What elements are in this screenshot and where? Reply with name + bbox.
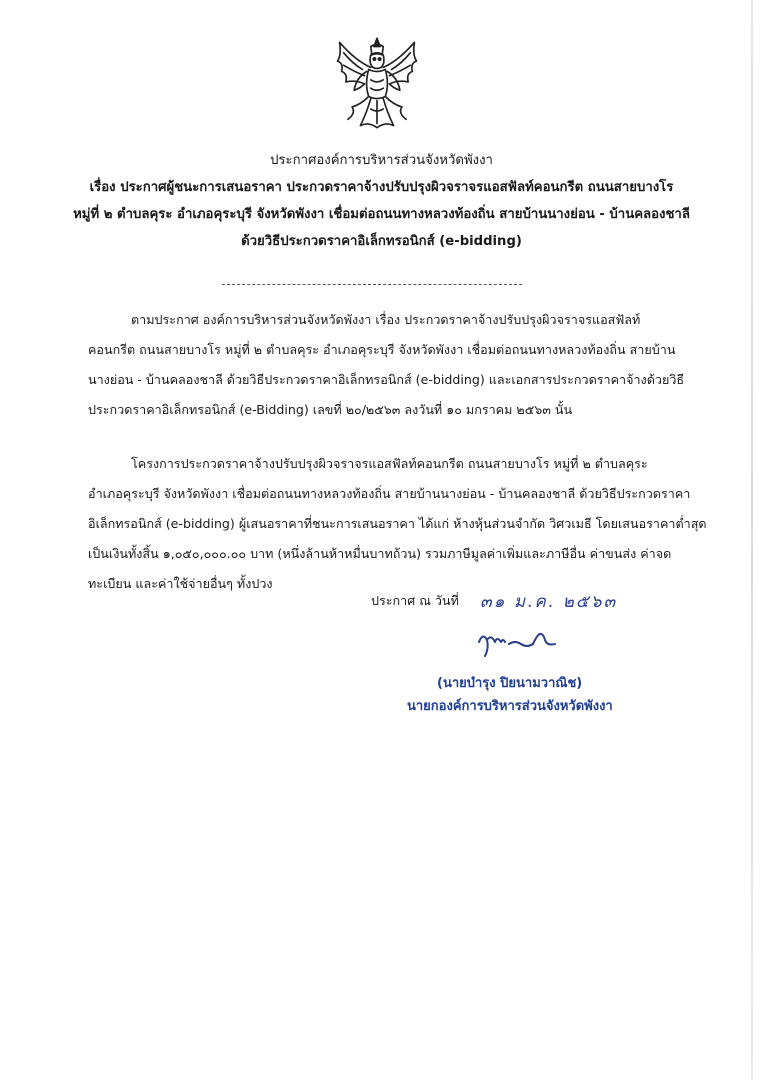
signer-name: (นายบำรุง ปิยนามวาณิช) xyxy=(437,676,583,691)
subject-line: ด้วยวิธีประกวดราคาอิเล็กทรอนิกส์ (e-bidding) xyxy=(241,234,522,249)
subject-line: เรื่อง ประกาศผู้ชนะการเสนอราคา ประกวดราคาจ้างปรับปรุงผิวจราจรแอสฟัลท์คอนกรีต ถนนสายบางโร xyxy=(89,180,674,195)
header-divider xyxy=(222,284,522,285)
paragraph-line: นางย่อน - บ้านคลองชาลี ด้วยวิธีประกวดราคาอิเล็กทรอนิกส์ (e-bidding) และเอกสารประกวดราคาจ้างด้วยวิธี xyxy=(88,372,685,387)
handwritten-date: ๓๑ ม.ค. ๒๕๖๓ xyxy=(480,592,618,612)
page-edge xyxy=(751,0,753,1080)
garuda-emblem-icon xyxy=(325,32,429,136)
date-label: ประกาศ ณ วันที่ xyxy=(371,593,459,608)
body-paragraph-1 xyxy=(88,305,698,425)
document-title: ประกาศองค์การบริหารส่วนจังหวัดพังงา xyxy=(270,153,493,168)
paragraph-line: อำเภอคุระบุรี จังหวัดพังงา เชื่อมต่อถนนทางหลวงท้องถิ่น สายบ้านนางย่อน - บ้านคลองชาลี ด้วยวิธีประกวดราคา xyxy=(88,486,691,501)
subject-line: หมู่ที่ ๒ ตำบลคุระ อำเภอคุระบุรี จังหวัดพังงา เชื่อมต่อถนนทางหลวงท้องถิ่น สายบ้านนางย่อน - บ้านคลองชาลี xyxy=(73,207,690,222)
paragraph-line: อิเล็กทรอนิกส์ (e-bidding) ผู้เสนอราคาที่ชนะการเสนอราคา ได้แก่ ห้างหุ้นส่วนจำกัด วิศวเมธี โดยเสนอราคาต่ำสุด xyxy=(88,516,707,531)
handwritten-signature xyxy=(475,620,565,660)
paragraph-line: ประกวดราคาอิเล็กทรอนิกส์ (e-Bidding) เลขที่ ๒๐/๒๕๖๓ ลงวันที่ ๑๐ มกราคม ๒๕๖๓ นั้น xyxy=(88,402,573,417)
document-subject xyxy=(40,174,723,255)
paragraph-line: ทะเบียน และค่าใช้จ่ายอื่นๆ ทั้งปวง xyxy=(88,576,273,591)
paragraph-line: คอนกรีต ถนนสายบางโร หมู่ที่ ๒ ตำบลคุระ อำเภอคุระบุรี จังหวัดพังงา เชื่อมต่อถนนทางหลวงท้องถิ่น สายบ้าน xyxy=(88,342,676,357)
signer-position: นายกองค์การบริหารส่วนจังหวัดพังงา xyxy=(407,699,613,714)
body-paragraph-2 xyxy=(88,449,707,599)
paragraph-line: โครงการประกวดราคาจ้างปรับปรุงผิวจราจรแอสฟัลท์คอนกรีต ถนนสายบางโร หมู่ที่ ๒ ตำบลคุระ xyxy=(131,456,648,471)
paragraph-line: ตามประกาศ องค์การบริหารส่วนจังหวัดพังงา เรื่อง ประกวดราคาจ้างปรับปรุงผิวจราจรแอสฟัลท์ xyxy=(131,312,641,327)
paragraph-line: เป็นเงินทั้งสิ้น ๑,๐๕๐,๐๐๐.๐๐ บาท (หนึ่งล้านห้าหมื่นบาทถ้วน) รวมภาษีมูลค่าเพิ่มและภาษีอื่น ค่าขนส่ง ค่าจด xyxy=(88,546,672,561)
